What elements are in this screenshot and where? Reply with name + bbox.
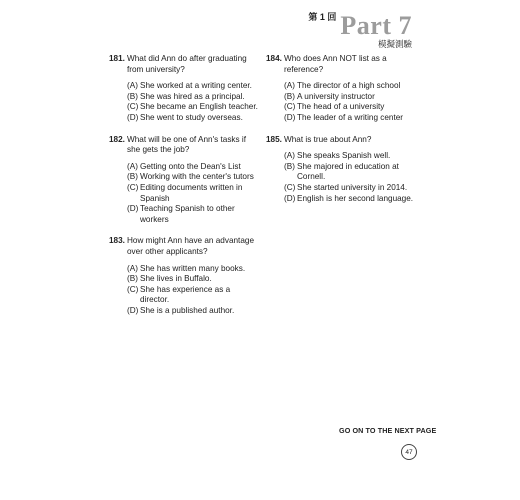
option-text: She lives in Buffalo. bbox=[140, 274, 212, 284]
answer-option bbox=[127, 113, 259, 124]
answer-option bbox=[127, 285, 259, 306]
option-text: She is a published author. bbox=[140, 305, 235, 315]
answer-option bbox=[127, 204, 259, 225]
option-text: She majored in education at Cornell. bbox=[297, 161, 399, 182]
answer-options bbox=[266, 81, 416, 123]
left-column bbox=[109, 54, 259, 327]
question-183 bbox=[109, 236, 259, 316]
question-181 bbox=[109, 54, 259, 124]
answer-option bbox=[284, 194, 416, 205]
option-letter: (D) bbox=[127, 112, 139, 122]
answer-option bbox=[284, 102, 416, 113]
option-letter: (C) bbox=[284, 102, 296, 112]
answer-option bbox=[127, 264, 259, 275]
option-text: Editing documents written in Spanish bbox=[140, 182, 243, 203]
option-letter: (A) bbox=[284, 81, 295, 91]
option-letter: (B) bbox=[127, 91, 138, 101]
option-letter: (C) bbox=[127, 182, 139, 192]
section-subtitle: 模擬測驗 bbox=[377, 39, 412, 49]
option-letter: (B) bbox=[284, 161, 295, 171]
option-letter: (D) bbox=[284, 193, 296, 203]
answer-options bbox=[266, 151, 416, 204]
next-page-note: GO ON TO THE NEXT PAGE bbox=[339, 426, 437, 435]
option-text: The head of a university bbox=[297, 102, 385, 112]
option-letter: (D) bbox=[284, 112, 296, 122]
option-letter: (D) bbox=[127, 204, 139, 214]
answer-option bbox=[127, 306, 259, 317]
option-text: The director of a high school bbox=[297, 81, 401, 91]
right-column bbox=[266, 54, 416, 215]
question-number: 181. bbox=[109, 54, 125, 63]
answer-options bbox=[109, 264, 259, 317]
question-number: 184. bbox=[266, 54, 282, 63]
question-185 bbox=[266, 135, 416, 205]
question-text: What is true about Ann? bbox=[284, 134, 372, 144]
option-text: She became an English teacher. bbox=[140, 102, 258, 112]
option-letter: (C) bbox=[127, 102, 139, 112]
part-title: Part 7 bbox=[340, 11, 412, 40]
question-text: How might Ann have an advantage over other applicants? bbox=[127, 236, 254, 256]
page-number: 47 bbox=[401, 444, 417, 460]
option-text: Working with the center's tutors bbox=[140, 172, 254, 182]
page-header bbox=[308, 10, 412, 39]
answer-option bbox=[284, 113, 416, 124]
round-label: 第 1 回 bbox=[308, 12, 337, 22]
answer-option bbox=[284, 92, 416, 103]
answer-options bbox=[109, 81, 259, 123]
option-text: A university instructor bbox=[297, 91, 375, 101]
answer-option bbox=[127, 92, 259, 103]
question-text: Who does Ann NOT list as a reference? bbox=[284, 54, 387, 74]
option-text: The leader of a writing center bbox=[297, 112, 404, 122]
option-letter: (C) bbox=[127, 284, 139, 294]
answer-options bbox=[109, 162, 259, 226]
option-letter: (B) bbox=[284, 91, 295, 101]
answer-option bbox=[284, 162, 416, 183]
question-text: What will be one of Ann's tasks if she gets the job? bbox=[127, 134, 246, 155]
answer-option bbox=[284, 151, 416, 162]
option-letter: (A) bbox=[127, 161, 138, 171]
option-letter: (B) bbox=[127, 274, 138, 284]
option-letter: (B) bbox=[127, 172, 138, 182]
option-text: English is her second language. bbox=[297, 193, 414, 203]
answer-option bbox=[127, 162, 259, 173]
option-letter: (D) bbox=[127, 305, 139, 315]
option-letter: (A) bbox=[127, 263, 138, 273]
option-letter: (A) bbox=[284, 151, 295, 161]
option-text: Getting onto the Dean's List bbox=[140, 161, 241, 171]
option-text: She worked at a writing center. bbox=[140, 81, 252, 91]
question-number: 185. bbox=[266, 134, 282, 144]
question-text: What did Ann do after graduating from university? bbox=[127, 54, 247, 74]
answer-option bbox=[127, 274, 259, 285]
question-184 bbox=[266, 54, 416, 124]
option-text: Teaching Spanish to other workers bbox=[140, 204, 235, 224]
option-text: She speaks Spanish well. bbox=[297, 151, 391, 161]
answer-option bbox=[127, 81, 259, 92]
answer-option bbox=[127, 183, 259, 204]
answer-option bbox=[127, 172, 259, 183]
option-text: She went to study overseas. bbox=[140, 112, 243, 122]
option-letter: (C) bbox=[284, 182, 296, 192]
answer-option bbox=[284, 183, 416, 194]
option-text: She has written many books. bbox=[140, 263, 246, 273]
question-number: 182. bbox=[109, 134, 125, 144]
option-text: She started university in 2014. bbox=[297, 182, 408, 192]
question-number: 183. bbox=[109, 236, 125, 246]
option-letter: (A) bbox=[127, 81, 138, 91]
answer-option bbox=[284, 81, 416, 92]
question-182 bbox=[109, 135, 259, 226]
option-text: She has experience as a director. bbox=[140, 284, 231, 305]
option-text: She was hired as a principal. bbox=[140, 91, 245, 101]
answer-option bbox=[127, 102, 259, 113]
